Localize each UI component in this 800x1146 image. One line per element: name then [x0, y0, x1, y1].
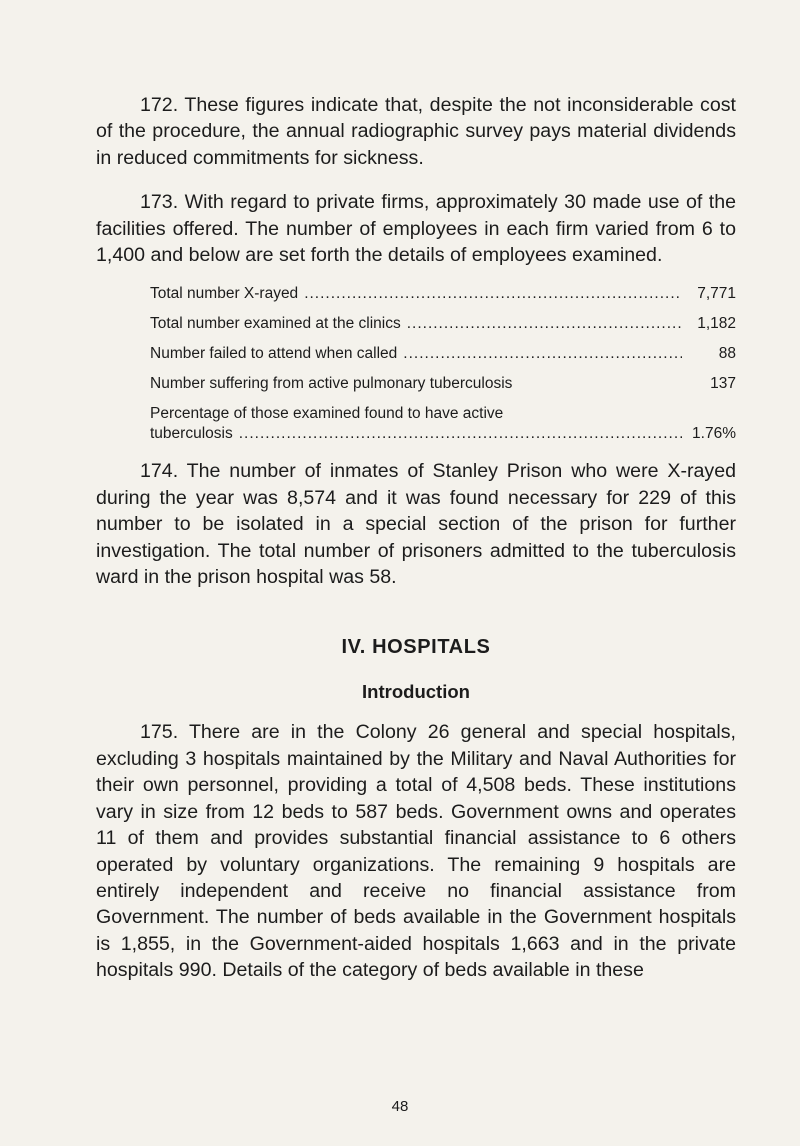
stat-row-active-tuberculosis — [150, 374, 736, 394]
paragraph-175: 175. There are in the Colony 26 general and special hospitals, excluding 3 hospitals maintained by the Military and Naval Authorities for their own personnel, providing a total of 4,508 beds. These institutions vary in size from 12 beds to 587 beds. Government owns and operates 11 of them and provides substantial financial assistance to 6 others operated by voluntary organizations. The remaining 9 hospitals are entirely independent and receive no financial assistance from Government. The number of beds available in the Government hospitals is 1,855, in the Government-aided hospitals 1,663 and in the private hospitals 990. Details of the category of beds available in these — [96, 721, 736, 982]
stat-label: Number failed to attend when called — [150, 345, 398, 363]
employee-statistics-table — [150, 284, 736, 444]
stat-label: Total number X-rayed — [150, 285, 299, 303]
paragraph-174: 174. The number of inmates of Stanley Prison who were X-rayed during the year was 8,574 and it was found necessary for 229 of this number to be isolated in a special section of the prison for further investigation. The total number of prisoners admitted to the tuberculosis ward in the prison hospital was 58. — [96, 460, 736, 589]
stat-value: 137 — [710, 375, 736, 393]
stat-label-line1: Percentage of those examined found to have active — [150, 405, 504, 423]
paragraph-172: 172. These figures indicate that, despite the not inconsiderable cost of the procedure, the annual radiographic survey pays material dividends in reduced commitments for sickness. — [96, 94, 736, 169]
dot-leader — [304, 284, 682, 304]
stat-value: 7,771 — [697, 285, 736, 303]
dot-leader — [407, 314, 682, 334]
stat-value: 88 — [718, 345, 736, 363]
stat-row-total-xrayed — [150, 284, 736, 304]
dot-leader — [239, 424, 682, 444]
stat-label: Number suffering from active pulmonary tuberculosis — [150, 375, 513, 393]
stat-value: 1.76% — [692, 425, 736, 443]
stat-value: 1,182 — [697, 315, 736, 333]
paragraph-173: 173. With regard to private firms, approximately 30 made use of the facilities offered. The number of employees in each firm varied from 6 to 1,400 and below are set forth the details of employees examined. — [96, 191, 736, 267]
stat-row-examined-clinics — [150, 314, 736, 334]
page-number: 48 — [391, 1098, 409, 1115]
stat-label-line2: tuberculosis — [150, 425, 233, 443]
document-page — [96, 92, 736, 984]
section-heading: IV. HOSPITALS — [341, 636, 491, 659]
stat-row-failed-attend — [150, 344, 736, 364]
stat-row-percentage — [150, 404, 736, 444]
section-subheading: Introduction — [362, 681, 470, 703]
stat-label: Total number examined at the clinics — [150, 315, 401, 333]
dot-leader — [403, 344, 682, 364]
